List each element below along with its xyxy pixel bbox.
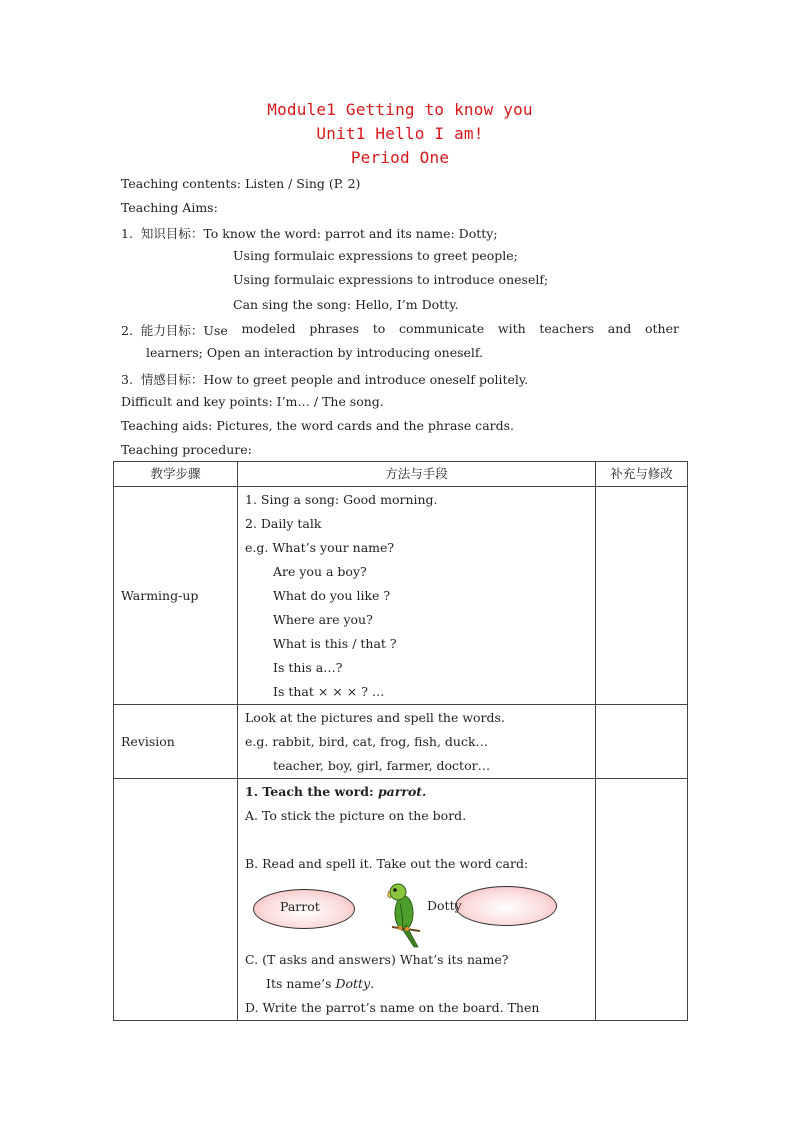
difficult-key-points: Difficult and key points: I’m… / The song.: [121, 394, 384, 409]
dotty-word-card: [455, 886, 557, 926]
aim-1-sub: Using formulaic expressions to introduce oneself;: [233, 272, 549, 287]
warming-up-content: [238, 487, 596, 705]
content-line: Are you a boy?: [273, 564, 367, 579]
aim-1-sub: Using formulaic expressions to greet people;: [233, 248, 518, 263]
aim-2-word: communicate: [398, 321, 485, 336]
module-title: Module1 Getting to know you: [267, 100, 533, 119]
content-line: 1. Sing a song: Good morning.: [245, 492, 438, 507]
content-line: teacher, boy, girl, farmer, doctor…: [273, 758, 491, 773]
content-line: Is this a…?: [273, 660, 343, 675]
word-card-visual: [245, 876, 595, 948]
content-line: Look at the pictures and spell the words.: [245, 710, 505, 725]
content-line: What do you like ?: [273, 588, 391, 603]
teaching-aids: Teaching aids: Pictures, the word cards and the phrase cards.: [121, 418, 515, 433]
aim-2: [121, 321, 679, 339]
aim-2-word: and: [607, 321, 632, 336]
content-line: 2. Daily talk: [245, 516, 322, 531]
aim-1-number: 1.: [121, 226, 133, 241]
step-revision: Revision: [114, 705, 238, 779]
aim-2-word: modeled: [241, 321, 296, 336]
parrot-card-label: Parrot: [280, 899, 320, 914]
aim-2-label: 能力目标：: [140, 323, 204, 338]
step-warming-up: Warming-up: [114, 487, 238, 705]
content-line: e.g. What’s your name?: [245, 540, 395, 555]
content-line: [245, 972, 595, 996]
aim-3-text: How to greet people and introduce oneself politely.: [203, 372, 529, 387]
content-line: D. Write the parrot’s name on the board. Then: [245, 1000, 540, 1015]
content-line: Is that × × × ? …: [273, 684, 385, 699]
teach-prefix: 1. Teach the word:: [245, 784, 378, 799]
aim-3: [121, 370, 528, 388]
content-line: [245, 780, 595, 804]
presentation-content: [238, 779, 596, 1021]
aim-2-number: 2.: [121, 323, 133, 338]
teaching-procedure-label: Teaching procedure:: [121, 442, 252, 457]
teaching-contents: Teaching contents: Listen / Sing (P. 2): [121, 176, 361, 191]
its-name-prefix: Its name’s: [266, 976, 336, 991]
aim-3-number: 3.: [121, 372, 133, 387]
procedure-table: [113, 461, 688, 1021]
teaching-aims-label: Teaching Aims:: [121, 200, 218, 215]
aim-1-sub: Can sing the song: Hello, I’m Dotty.: [233, 297, 459, 312]
header-step: 教学步骤: [114, 462, 238, 487]
dotty-card-label: Dotty: [427, 898, 462, 913]
aim-1-label: 知识目标：: [140, 226, 204, 241]
notes-cell: [596, 779, 688, 1021]
content-line: e.g. rabbit, bird, cat, frog, fish, duck…: [245, 734, 489, 749]
aim-1-text: To know the word: parrot and its name: Dotty;: [203, 226, 498, 241]
parrot-icon: [378, 875, 430, 949]
aim-1: [121, 224, 498, 242]
aim-2-word: with: [497, 321, 526, 336]
table-row: [114, 705, 688, 779]
content-line: A. To stick the picture on the bord.: [245, 808, 467, 823]
revision-content: [238, 705, 596, 779]
period-title: Period One: [350, 148, 450, 167]
aim-2-word: phrases: [309, 321, 360, 336]
teach-word: parrot.: [377, 784, 427, 799]
aim-2-word: to: [372, 321, 386, 336]
aim-2-continued: learners; Open an interaction by introducing oneself.: [146, 345, 484, 360]
aim-3-label: 情感目标：: [140, 372, 204, 387]
table-row: [114, 487, 688, 705]
its-name-suffix: .: [370, 976, 375, 991]
its-name-value: Dotty: [335, 976, 371, 991]
aim-2-word: Use: [203, 323, 228, 338]
unit-title: Unit1 Hello I am!: [316, 124, 484, 143]
table-header-row: [114, 462, 688, 487]
content-line: Where are you?: [273, 612, 373, 627]
aim-2-word: other: [644, 321, 679, 336]
table-row: [114, 779, 688, 1021]
header-notes: 补充与修改: [596, 462, 688, 487]
notes-cell: [596, 487, 688, 705]
content-line: What is this / that ?: [273, 636, 397, 651]
aim-2-word: teachers: [539, 321, 595, 336]
notes-cell: [596, 705, 688, 779]
content-line: C. (T asks and answers) What’s its name?: [245, 952, 509, 967]
step-presentation: [114, 779, 238, 1021]
content-line: B. Read and spell it. Take out the word card:: [245, 856, 529, 871]
header-method: 方法与手段: [238, 462, 596, 487]
